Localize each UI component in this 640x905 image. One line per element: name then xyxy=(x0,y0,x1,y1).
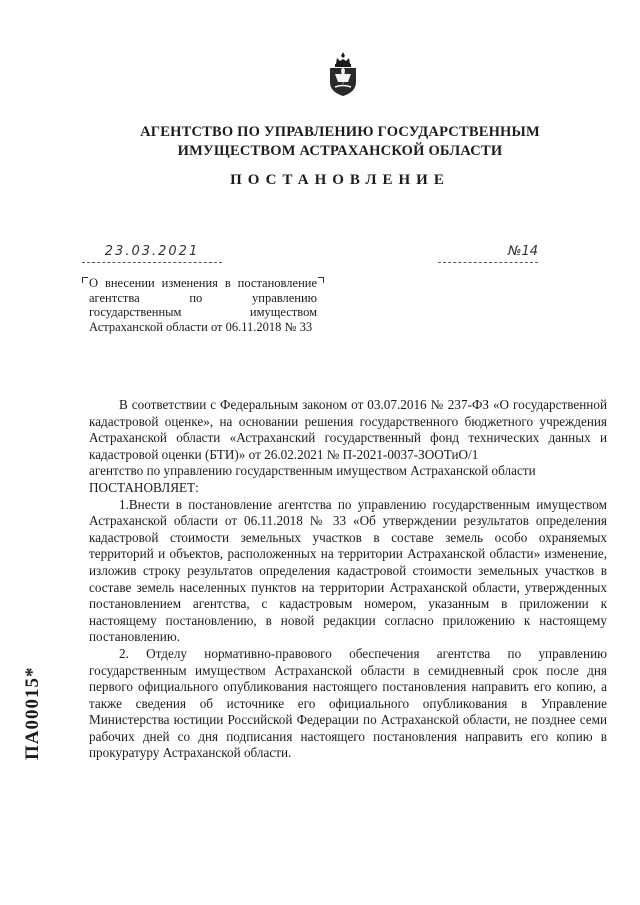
organization-title xyxy=(80,123,600,161)
agency-line: агентство по управлению государственным имуществом Астраханской области xyxy=(89,463,536,479)
document-subject xyxy=(89,276,317,334)
coat-of-arms-icon xyxy=(326,50,360,98)
document-number: №14 xyxy=(438,244,538,263)
bracket-corner-left xyxy=(82,277,88,283)
preamble-paragraph: В соответствии с Федеральным законом от 03.07.2016 № 237-ФЗ «О государственной кадастровой оценке», на основании решения государственного бюджетного учреждения Астраханской области «Астраханский государственный фонд технических данных и кадастровой оценки (БТИ)» от 26.02.2021 № П-2021-0037-ЗООТиО/1 xyxy=(89,397,607,462)
org-title-line1: АГЕНТСТВО ПО УПРАВЛЕНИЮ ГОСУДАРСТВЕННЫМ xyxy=(140,124,540,140)
subject-text: О внесении изменения в постановление агентства по управлению государственным имуществом Астраханской области от 06.11.2018 № 33 xyxy=(89,276,317,334)
clause-2: 2. Отделу нормативно-правового обеспечения агентства по управлению государственным имуществом Астраханской области в семидневный срок после дня первого официального опубликования настоящего постановления направить его копию, а также сведения об источнике его официального опубликования в Управление Министерства юстиции Российской Федерации по Астраханской области, не позднее семи рабочих дней со дня подписания настоящего постановления направить его копию в прокуратуру Астраханской области. xyxy=(89,645,607,761)
margin-registration-code: ПА00015* xyxy=(22,666,43,760)
document-body xyxy=(89,397,607,762)
document-date: 23.03.2021 xyxy=(82,244,222,263)
resolves-line: ПОСТАНОВЛЯЕТ: xyxy=(89,479,199,495)
bracket-corner-right xyxy=(318,277,324,283)
clause-1: 1.Внести в постановление агентства по управлению государственным имуществом Астраханской области от 06.11.2018 № 33 «Об утверждении результатов определения кадастровой стоимости земельных участков в составе земель особо охраняемых территорий и объектов, расположенных на территории Астраханской области» изменение, изложив строку результатов определения кадастровой стоимости земельных участков в составе земель населенных пунктов на территории Астраханской области, утвержденных постановлением агентства, с кадастровым номером, указанным в приложении к настоящему постановлению, в новой редакции согласно приложению к настоящему постановлению. xyxy=(89,496,607,645)
org-title-line2: ИМУЩЕСТВОМ АСТРАХАНСКОЙ ОБЛАСТИ xyxy=(177,143,503,159)
document-type: ПОСТАНОВЛЕНИЕ xyxy=(230,172,450,188)
